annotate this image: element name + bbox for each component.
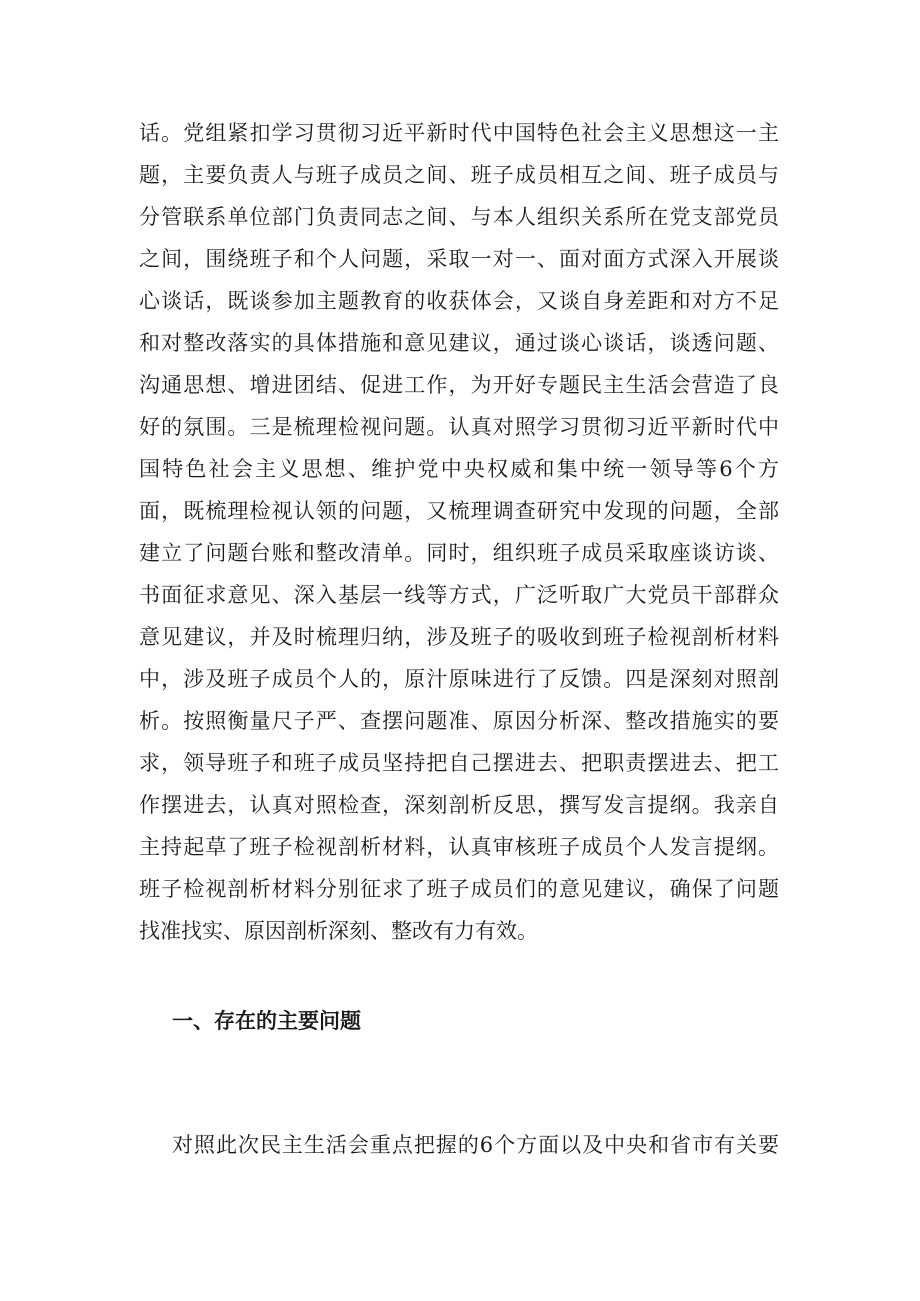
text-line: 班子检视剖析材料分别征求了班子成员们的意见建议，确保了问题: [139, 877, 779, 901]
text-line: 主持起草了班子检视剖析材料，认真审核班子成员个人发言提纲。: [139, 835, 779, 859]
text-line: 求，领导班子和班子成员坚持把自己摆进去、把职责摆进去、把工: [139, 751, 779, 775]
text-line: 分管联系单位部门负责同志之间、与本人组织关系所在党支部党员: [139, 205, 779, 229]
text-line: 作摆进去，认真对照检查，深刻剖析反思，撰写发言提纲。我亲自: [139, 793, 779, 817]
text-line: 国特色社会主义思想、维护党中央权威和集中统一领导等6个方: [139, 457, 779, 481]
text-line: 中，涉及班子成员个人的，原汁原味进行了反馈。四是深刻对照剖: [139, 667, 779, 691]
text-line: 面，既梳理检视认领的问题，又梳理调查研究中发现的问题，全部: [139, 499, 779, 523]
text-line: 意见建议，并及时梳理归纳，涉及班子的吸收到班子检视剖析材料: [139, 625, 779, 649]
text-line: 书面征求意见、深入基层一线等方式，广泛听取广大党员干部群众: [139, 583, 779, 607]
section-heading: 一、存在的主要问题: [172, 1009, 361, 1033]
text-line: 找准找实、原因剖析深刻、整改有力有效。: [139, 919, 538, 943]
text-line: 之间，围绕班子和个人问题，采取一对一、面对面方式深入开展谈: [139, 247, 779, 271]
text-line: 建立了问题台账和整改清单。同时，组织班子成员采取座谈访谈、: [139, 541, 779, 565]
text-line: 题，主要负责人与班子成员之间、班子成员相互之间、班子成员与: [139, 163, 779, 187]
text-line: 沟通思想、增进团结、促进工作，为开好专题民主生活会营造了良: [139, 373, 779, 397]
text-line: 心谈话，既谈参加主题教育的收获体会，又谈自身差距和对方不足: [139, 289, 779, 313]
body-paragraph: [139, 112, 779, 952]
text-line: 和对整改落实的具体措施和意见建议，通过谈心谈话，谈透问题、: [139, 331, 779, 355]
next-paragraph-line: 对照此次民主生活会重点把握的6个方面以及中央和省市有关要: [172, 1133, 779, 1157]
text-line: 话。党组紧扣学习贯彻习近平新时代中国特色社会主义思想这一主: [139, 121, 779, 145]
text-line: 好的氛围。三是梳理检视问题。认真对照学习贯彻习近平新时代中: [139, 415, 779, 439]
text-line: 析。按照衡量尺子严、查摆问题准、原因分析深、整改措施实的要: [139, 709, 779, 733]
